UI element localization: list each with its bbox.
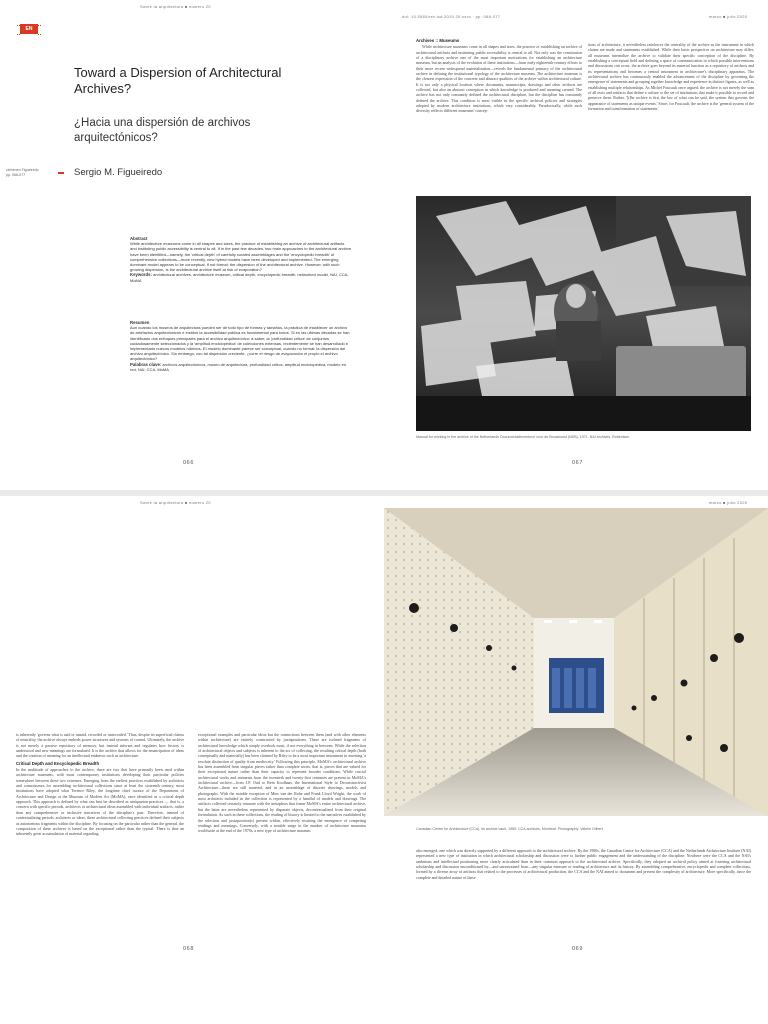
author-name: Sergio M. Figueiredo bbox=[74, 167, 163, 178]
photo-caption: Canadian Centre for Architecture (CCA), its archive vault, 1989. CCA archives, Montreal. Photography: Valerie Gilbert bbox=[416, 827, 603, 831]
page-067 bbox=[384, 0, 768, 490]
running-header-date: marzo ■ julio 2020 bbox=[709, 500, 748, 505]
vault-photo bbox=[384, 508, 768, 816]
section-heading: Critical Depth and Encyclopedic Breadth bbox=[16, 760, 100, 766]
palabras-clave: archivos arquitectónicos, museo de arquitectura, profundidad crítica, amplitud enciclopédica, modelo en red, NAi, CCA, MoMA bbox=[130, 361, 347, 372]
body-text: is inherently 'governs what is said or unsaid, recorded or unrecorded.' Thus, despite its superficial claims of neutrality, the archive always embeds power structures and systems of control. Ultimately, the archive is not merely a passive repository of memory, but instead informs and regulates how history is understood and new meanings are formulated. It is the archive that allows for the emancipation of ideas and the creation of meaning for an intellectual endeavor such as architecture. bbox=[16, 732, 184, 759]
body-column-1 bbox=[416, 36, 582, 115]
body-text: also emerged, one which was directly supported by a different approach to the architectural archive. By the 1980s, the Canadian Centre for Architecture (CCA) and the Netherlands Architecture Institute (NAI) represented a new type of institution in which architectural scholarship and discussion were to further public engagement and the understanding of the discipline. Nowhere were the CCA and the NAI's ambitions and intellectual positioning more clearly articulated than in their common approach to the architectural archive. Specifically, they adopted an archival policy aimed at fostering architectural scholarship and discussion unconditioned by—and unrestrained from—any singular measure or reading of architecture and its history. By assembling comprehensive, encyclopedic and complete collections, formed by a diverse array of artifacts that related to the processes of architectural production, the CCA and the NAI aimed to document and present the complexity of architecture. More specifically, since the complete and detailed nature of these bbox=[416, 848, 751, 880]
resumen-heading: Resumen bbox=[130, 320, 150, 325]
page-number: 067 bbox=[572, 460, 583, 466]
resumen-text: Aun cuando los museos de arquitectura pueden ser de todo tipo de formas y tamaños, la práctica de establecer un archivo de artefactos arquitectónicos e instituir la accesibilidad pública es fundamental para todos. Si en las últimas décadas se han identificado dos enfoques principales para el archivo arquitectónico: a saber, la 'profundidad crítica' de conjuntos cuidadosamente seleccionados y la 'amplitud enciclopédica' de colecciones extensas, recientemente se han desarrollado e implementado nuevos modelos híbridos. El modelo dominante parece ser conceptual, cuando no formal: la dispersión del archivo arquitectónico. Sin embargo, con tal dispersión creciente, ¿corre el riesgo de evaporación el propio el archivo arquitectónico? bbox=[130, 325, 350, 362]
body-text: In the multitude of approaches to the archive, there are two that have primarily been used within architecture museums, with most contemporary institutions developing their particular policies somewhere between these two extremes. Emerging from the earliest practices established by architects and connoisseurs for assembling architectural collections since at least the sixteenth century, most institutions have adopted what Terence Riley, the longtime chief curator of the Department of Architecture and Design at the Museum of Modern Art (MoMA), once identified as a critical depth approach. This approach is defined by what can best be described as antiquarian practices — that is, a concern with specific periods, architects or architectural ideas assembled with individual artifacts, rather than any comprehensive or inclusive narratives of the discipline's past. Therefore, instead of contextualizing periods, architects or ideas, these architectural collecting practices defined their subjects as autonomous fragments within the discipline. By focusing on the particular rather than the general, the composition of these archives is based on the exceptional rather than the typical. There is thus an inherently great accumulation of material regarding bbox=[16, 767, 184, 837]
meta-line: ziehenen Figueiredo bbox=[6, 168, 39, 172]
running-header-doi: doi: 10.5565/rev.lsd.2020.20.xxxx · pp. 066-077 bbox=[402, 14, 501, 19]
page-number: 066 bbox=[183, 460, 194, 466]
palabras-label: Palabras clave: bbox=[130, 361, 162, 367]
abstract-heading: Abstract bbox=[130, 236, 148, 241]
page-068 bbox=[0, 496, 384, 1024]
body-column-1 bbox=[416, 848, 751, 881]
article-title-spanish: ¿Hacia una dispersión de archivos arquitectónicos? bbox=[74, 117, 251, 144]
resumen-block bbox=[130, 320, 352, 372]
page-069 bbox=[384, 496, 768, 1024]
body-column-2 bbox=[198, 732, 366, 835]
archive-photo bbox=[416, 196, 751, 431]
meta-pages: pp. 066-077 bbox=[6, 172, 26, 177]
section-heading: Archives :: Museums bbox=[416, 38, 460, 43]
page-number: 069 bbox=[572, 946, 583, 952]
photo-caption: Manual for working in the archive of the Netherlands Documentatiecentrum voor de Bouwkunst (NDB), 1971. NAI archives, Rotterdam. bbox=[416, 435, 630, 439]
running-header: Sobre la arquitectura ■ número 20 bbox=[140, 500, 211, 505]
author-marker bbox=[58, 172, 64, 174]
language-badge: EN bbox=[20, 24, 38, 34]
body-text: While architecture museums come in all shapes and sizes, the practice of establishing an archive of architectural artifacts and instituting public accessibility is central to all. Not only was the constitution of a disciplinary archive one of the most important motivations for establishing an architecture museum, but an analysis of the evolution of these institutions—from early eighteenth-century efforts to their more recent widespread materialization—reveals the fundamental primacy of the architectural archive in defining the institutional typology of the architecture museum. The architecture museum is the clearest expression of the concrete and abstract qualities of the archive within architectural culture. It is not only a physical location where documents, manuscripts, drawings and other artifacts are collected, but also an abstract conception in which knowledge is produced and meaning created. The archive has not only constantly defined the architectural discipline, but the discipline has constantly defined the archive. This condition is most visible in the specific archival policies and strategies adopted by modern architecture institutions, which vary considerably. Paradoxically, while such diversity reflects different museums' concep- bbox=[416, 44, 582, 114]
body-text: tions of architecture, it nevertheless reinforces the centrality of the archive as the instrument in which claims are made and statements established. While their basic perspective on architecture may differ, all museums internalize the archive to validate their specific conception of the discipline. By establishing a conceptual field and defining a space of communication in which possible interventions and discussions can occur, the archive goes beyond its material function as a repository of artifacts and its representations and becomes a central instrument in architecture's disciplinary apparatus. The architectural archive has continuously enabled the advancement of the discipline by governing the emergence of statements and grouping together knowledge and experience in distinct figures, as well as establishing multiple relationships. As Michel Foucault once argued, the archive is not merely the sum of all texts and artifacts that define a culture or the set of institutions that make it possible to record and preserve them. Rather, '[t]he archive is first the law of what can be said, the system that governs the appearance of statements as unique events.' Since, for Foucault, the archive is the 'general system of the formation and transformation of statements,' bbox=[588, 42, 754, 112]
abstract-block bbox=[130, 236, 352, 283]
running-header: Sobre la arquitectura ■ número 20 bbox=[140, 4, 211, 9]
article-title: Toward a Dispersion of Architectural Archives? bbox=[74, 65, 282, 96]
keywords: architectural archives, architecture museum, critical depth, encyclopedic breadth, networked model, NAI, CCA, MoMA bbox=[130, 272, 349, 283]
running-header-date: marzo ■ julio 2020 bbox=[709, 14, 748, 19]
body-text: exceptional examples and particular ideas but the connections between them (and with other elements within architecture) are entirely constructed by juxtapositions. These are isolated fragments of architectural knowledge which simply overlook most, if not everything in between. While the selection of architectural objects and subjects is inherent to the act of collecting, the resulting critical depth (both conceptually and materially) has been claimed by Riley to be a most important instrument in asserting 'a resolute distinction of quality from mediocrity.' Following this principle, MoMA's architectural archive has been assembled from singular pieces rather than complete series, that is, pieces that are valued for their exceptional nature rather than their capacity to represent broader conditions. While crucial architectural works and moments from the twentieth and twenty-first centuries are present in MoMA's architectural archive—from J.P. Oud to Rem Koolhaas, the International Style to Deconstructivist Architecture—these are still material, and in an assemblage of discrete drawings, models and photographs. With the notable exception of Mies van der Rohe and Frank Lloyd Wright, the work of most architects included in the collection is represented by a handful of models and drawings. The artifacts collected certainly resonate with the metaphors that frame MoMA's entire architectural archive, but the latter are nevertheless represented by disparate objects, decontextualized from their original formulation. As such in these collections, the reading of history is limited to the narratives established by the selection and juxtaposition(s) present within, effectively resisting the emergence of competing readings and meanings. Conversely, with a notable surge in the number of architecture museums worldwide at the end of the 1970s, a new type of architecture museum bbox=[198, 732, 366, 834]
article-meta bbox=[6, 168, 54, 177]
body-column-1 bbox=[16, 732, 184, 838]
abstract-text: While architecture museums come in all shapes and sizes, the practice of establishing an archive of architectural artifacts and instituting public accessibility is central to all. If in the past few decades, two main approaches to the architectural archive have been identified—namely, the 'critical depth' of carefully curated assemblages and the 'encyclopedic breadth' of comprehensive collections—more recently, new hybrid models have been developed and implemented. The emerging dominant model appears to be conceptual, if not formal: the dispersion of the architectural archive. However, with such growing dispersion, is the architectural archive itself at risk of evaporation? bbox=[130, 241, 352, 273]
keywords-line bbox=[130, 272, 352, 282]
keywords-label: Keywords: bbox=[130, 272, 152, 278]
body-column-2 bbox=[588, 42, 754, 112]
page-number: 068 bbox=[183, 946, 194, 952]
page-066 bbox=[0, 0, 384, 490]
palabras-line bbox=[130, 362, 352, 372]
